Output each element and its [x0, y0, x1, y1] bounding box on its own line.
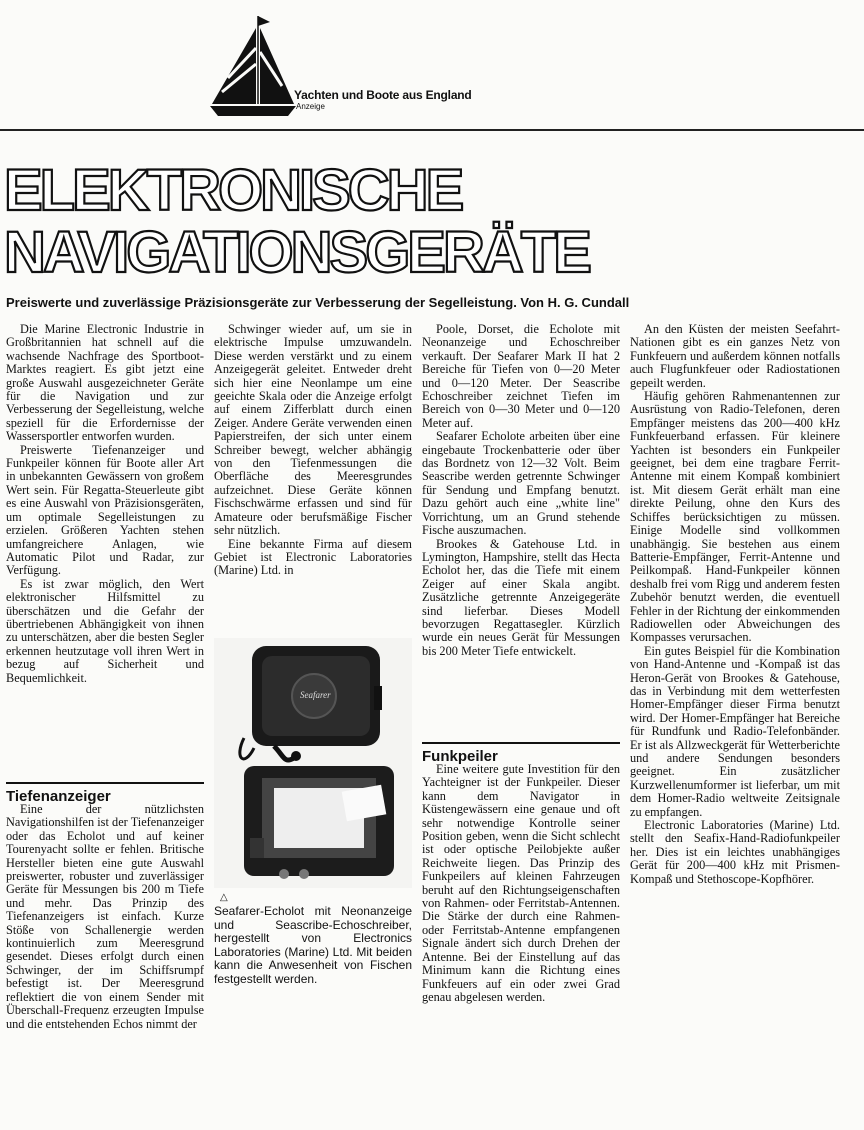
photo-caption: Seafarer-Echolot mit Neonanzeige und Seascribe-Echoschreiber, hergestellt von Electronics Laboratories (Marine) Ltd. Mit beiden kann die Anwesenheit von Fischen festgestellt werden. [214, 904, 412, 986]
header-rule [0, 129, 864, 131]
column-1 [6, 323, 204, 685]
paragraph: Electronic Laboratories (Marine) Ltd. stellt den Seafix-Hand-Radiofunkpeiler her. Dies ist ein leichtes unabhängiges Gerät für 200—400 kHz mit Prismen-Kompaß und Stethoscope-Kopfhörer. [630, 818, 840, 886]
section-heading-text: Funkpeiler [422, 742, 620, 765]
paragraph: Häufig gehören Rahmenantennen zur Ausrüstung von Radio-Telefonen, deren Empfänger meistens das 200—400 kHz Funkfeuerband erfassen. Für kleinere Yachten ist besonders ein Funkpeiler geeignet, bei dem eine tragbare Ferrit-Antenne mit einem Kompaß kombiniert ist. Mit diesem Gerät erhält man eine direkte Peilung, ohne den Kurs des Schiffes berücksichtigen zu müssen. Einige Modelle sind vollkommen unabhängig. Sie bestehen aus einem Batterie-Empfänger, Ferrit-Antenne und Peilkompaß. Hand-Funkpeiler können deshalb frei vom Rigg und anderem festen Zubehör benutzt werden, die eventuell Fehler in der Richtung der einkommenden Radiowellen oder Abweichungen des Kompasses verursachen. [630, 389, 840, 645]
paragraph: Die Marine Electronic Industrie in Großbritannien hat schnell auf die wachsende Nachfrage des Sportboot-Marktes reagiert. Es gibt jetzt eine große Auswahl ausgezeichneter Geräte für die Navigation und zur Verbesserung der Segelleistung, welche speziell für die Erfordernisse der Wassersportler entworfen wurden. [6, 322, 204, 444]
caption-marker-icon: △ [220, 892, 228, 903]
paragraph: Eine weitere gute Investition für den Yachteigner ist der Funkpeiler. Dieser kann dem Navigator in Küstengewässern eine genaue und oft sehr notwendige Kontrolle seiner Position geben, wenn die Sicht schlecht ist oder optische Peilobjekte außer Reichweite liegen. Das Prinzip des Funkpeilers auf kleinen Fahrzeugen beruht auf den Richtungseigenschaften von Rahmen- oder Ferritstab-Antennen. Die Stärke der durch eine Rahmen- oder Ferritstab-Antenne empfangenen Signale ändert sich durch Drehen der Antenne. Bei der Einstellung auf das Minimum kann die Richtung eines Funkfeuers auf ein oder zwei Grad genau abgelesen werden. [422, 762, 620, 1004]
column-1-continued [6, 803, 204, 1031]
paragraph: Ein gutes Beispiel für die Kombination von Hand-Antenne und -Kompaß ist das Heron-Gerät von Brookes & Gatehouse, das in Verbindung mit dem wetterfesten Homer-Empfänger dieser Firma benutzt wird. Der Homer-Empfänger hat Bereiche für Rundfunk und Radio-Telefonbänder. Er ist als Allzweckgerät für Wetterberichte und andere Sendungen besonders geeignet. Ein zusätzlicher Kurzwellenumformer ist lieferbar, um mit dem Homer-Radio weltweite Zeitsignale zu empfangen. [630, 643, 840, 819]
paragraph: Seafarer Echolote arbeiten über eine eingebaute Trockenbatterie oder über das Bordnetz von 12—32 Volt. Beim Seascribe werden getrennte Schwinger für Sendung und Empfang benutzt. Dazu gehört auch eine „white line" Vorrichtung, um an Grund stehende Fische auszumachen. [422, 429, 620, 538]
headline [4, 160, 864, 284]
sailboat-logo-icon [208, 8, 298, 118]
headline-line-1: ELEKTRONISCHE [4, 158, 462, 223]
column-3-continued [422, 763, 620, 1004]
column-4 [630, 323, 840, 886]
column-3 [422, 323, 620, 658]
echolot-photo [214, 638, 412, 888]
paragraph: Es ist zwar möglich, den Wert elektronischer Hilfsmittel zu überschätzen und die Gefahr der übertriebenen Abhängigkeit von ihnen zu unterschätzen, aber die besten Segler erkennen heutzutage voll ihren Wert in bezug auf Sicherheit und Bequemlichkeit. [6, 576, 204, 685]
headline-line-2: NAVIGATIONSGERÄTE [4, 220, 589, 285]
device-label: Seafarer [300, 690, 331, 700]
paragraph: Eine der nützlichsten Navigationshilfen ist der Tiefenanzeiger oder das Echolot und auf keiner Tourenyacht sollte er fehlen. Britische Hersteller bieten eine gute Auswahl preiswerter, robuster und zuverlässiger Geräte für Messungen bis 200 m Tiefe und mehr. Das Prinzip des Tiefenanzeigers ist einfach. Kurze Stöße von Schallenergie werden kontinuierlich zum Meeresgrund gesendet. Dieses erfolgt durch einen Schwinger, der im Schiffsrumpf befestigt ist. Der Meeresgrund reflektiert die von einem Sender mit Überschall-Frequenz erzeugten Impulse und die entstehenden Echos nimmt der [6, 802, 204, 1031]
brand-name: Yachten und Boote aus England [294, 88, 472, 102]
paragraph: An den Küsten der meisten Seefahrt-Nationen gibt es ein ganzes Netz von Funkfeuern und außerdem können notfalls auch Flugfunkfeuer oder Radiostationen gepeilt werden. [630, 322, 840, 390]
anzeige-label: Anzeige [296, 102, 325, 111]
paragraph: Preiswerte Tiefenanzeiger und Funkpeiler können für Boote aller Art in unbekannten Gewässern von großem Wert sein. Für Regatta-Steuerleute gibt es eine Auswahl von Präzisionsgeräten, um optimale Segelleistungen zu erzielen. Größeren Yachten stehen umfangreichere Anlagen, wie Automatic Pilot und Radar, zur Verfügung. [6, 442, 204, 578]
column-2 [214, 323, 412, 578]
section-heading-text: Tiefenanzeiger [6, 782, 204, 805]
paragraph: Poole, Dorset, die Echolote mit Neonanzeige und Echoschreiber verkauft. Der Seafarer Mark II hat 2 Bereiche für Tiefen von 0—20 Meter und 0—120 Meter. Der Seascribe Echoschreiber zeichnet Tiefen im Bereich von 0—30 Meter und 0—120 Meter auf. [422, 322, 620, 430]
subtitle: Preiswerte und zuverlässige Präzisionsgeräte zur Verbesserung der Segelleistung. Von H. G. Cundall [6, 295, 630, 310]
paragraph: Brookes & Gatehouse Ltd. in Lymington, Hampshire, stellt das Hecta Echolot her, das die Tiefe mit einem Zeiger auf einer Skala angibt. Zusätzliche getrennte Anzeigegeräte sind lieferbar. Dieses Modell bevorzugen Regattasegler. Kürzlich wurde ein neues Gerät für Messungen bis 200 Meter Tiefe entwickelt. [422, 536, 620, 658]
paragraph: Schwinger wieder auf, um sie in elektrische Impulse umzuwandeln. Diese werden verstärkt und zu einem Anzeigegerät geleitet. Entweder dreht sich hier eine Neonlampe um eine geeichte Skala oder die Anzeige erfolgt auf einem Zifferblatt durch einen Zeiger. Andere Geräte verwenden einen Papierstreifen, der sich unter einem Schreiber bewegt, welcher abhängig von den Tiefenmessungen die Oberfläche des Meeresgrundes aufzeichnet. Diese Geräte können Fischschwärme erfassen und sind für Amateure oder berufsmäßige Fischer sehr nützlich. [214, 322, 412, 538]
paragraph: Eine bekannte Firma auf diesem Gebiet ist Electronic Laboratories (Marine) Ltd. in [214, 536, 412, 578]
